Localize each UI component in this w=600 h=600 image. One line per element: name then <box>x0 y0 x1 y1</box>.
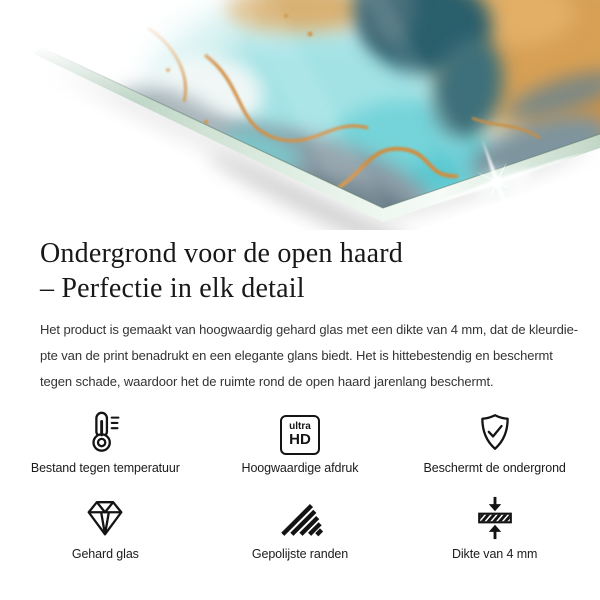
feature-label: Beschermt de ondergrond <box>423 461 566 475</box>
feature-label: Bestand tegen temperatuur <box>30 461 180 475</box>
description-line: pte van de print benadrukt en een elegante glans biedt. Het is hittebestendig en beschermt <box>40 348 553 363</box>
feature-label: Dikte van 4 mm <box>451 547 538 561</box>
description-line: Het product is gemaakt van hoogwaardig gehard glas met een dikte van 4 mm, dat de kleurdie- <box>40 322 578 337</box>
feature-temperature <box>8 405 203 475</box>
glass-panel-illustration <box>0 0 600 230</box>
page-title <box>40 236 560 306</box>
content-area <box>0 236 600 395</box>
description-line: tegen schade, waardoor het de ruimte rond de open haard jarenlang beschermt. <box>40 374 494 389</box>
feature-protection <box>397 405 592 475</box>
polished-edges-icon <box>277 491 323 541</box>
shield-check-icon <box>472 405 518 455</box>
diamond-icon <box>82 491 128 541</box>
product-description <box>40 317 578 395</box>
thickness-icon <box>472 491 518 541</box>
ultra-hd-icon <box>280 405 320 455</box>
title-line-2: – Perfectie in elk detail <box>40 273 305 304</box>
feature-thickness <box>397 491 592 561</box>
white-fade <box>0 0 390 205</box>
features-grid <box>8 405 592 561</box>
ultra-hd-bottom-text: HD <box>289 431 311 449</box>
feature-label: Hoogwaardige afdruk <box>241 461 359 475</box>
feature-label: Gehard glas <box>71 547 139 561</box>
feature-polished-edges <box>203 491 398 561</box>
feature-print-quality <box>203 405 398 475</box>
feature-label: Gepolijste randen <box>251 547 349 561</box>
thermometer-icon <box>82 405 128 455</box>
ultra-hd-top-text: ultra <box>289 421 311 433</box>
product-photo <box>0 0 600 230</box>
feature-tempered-glass <box>8 491 203 561</box>
title-line-1: Ondergrond voor de open haard <box>40 238 403 269</box>
